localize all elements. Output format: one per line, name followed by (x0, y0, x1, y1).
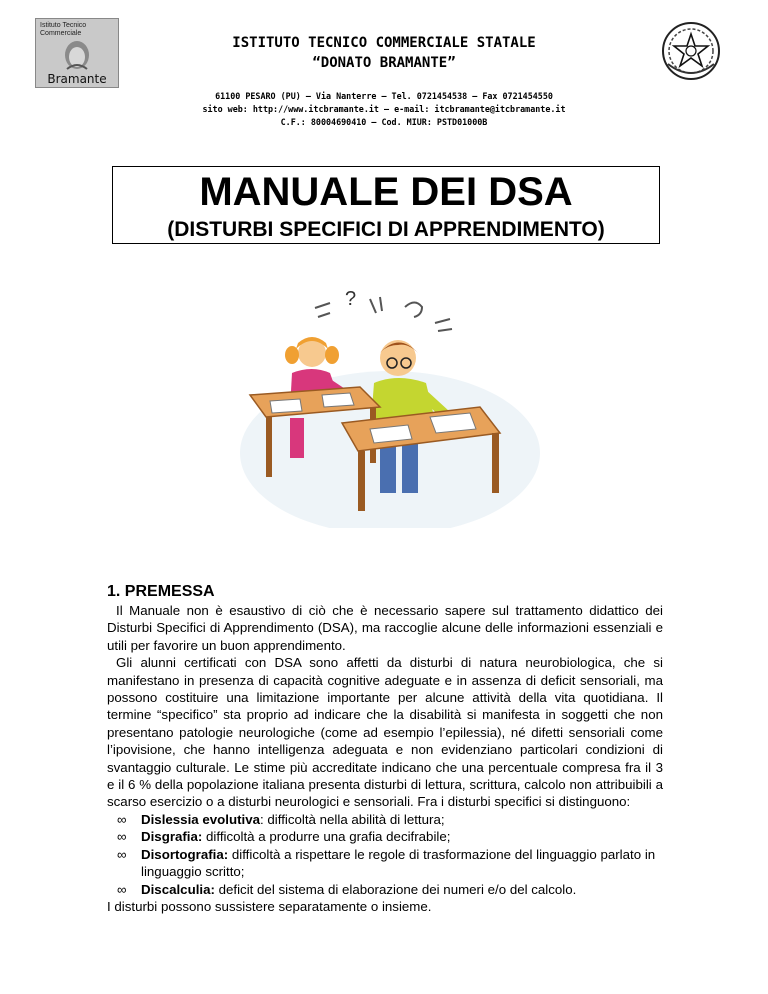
logo-name: Bramante (47, 72, 107, 86)
contact-line: sito web: http://www.itcbramante.it – e-mail: itcbramante@itcbramante.it (202, 104, 566, 114)
codes-line: C.F.: 80004690410 – Cod. MIUR: PSTD01000B (280, 117, 488, 127)
paragraph-closing: I disturbi possono sussistere separatamente o insieme. (107, 898, 432, 914)
infinity-bullet-icon: ∞ (117, 881, 127, 897)
document-title: MANUALE DEI DSA (199, 170, 573, 214)
section-body (107, 602, 663, 915)
list-item-desc: difficoltà a rispettare le regole di trasformazione del linguaggio parlato in linguaggio scritto; (141, 846, 656, 880)
list-item (107, 846, 663, 881)
list-item-desc: deficit del sistema di elaborazione dei numeri e/o del calcolo. (214, 881, 577, 897)
list-item-term: Disgrafia: (141, 829, 203, 845)
paragraph-intro: Il Manuale non è esaustivo di ciò che è necessario sapere sul trattamento didattico dei Disturbi Specifici di Apprendimento (DSA), ma raccoglie alcune delle informazioni essenziali e utili per favorire un buon apprendimento. (107, 603, 663, 653)
students-at-desks-illustration (230, 283, 550, 528)
list-item-term: Discalculia: (141, 881, 215, 897)
list-item (107, 881, 663, 898)
list-item-desc: difficoltà a produrre una grafia decifrabile; (202, 829, 451, 845)
infinity-bullet-icon: ∞ (117, 846, 127, 862)
title-box (112, 166, 660, 244)
school-name-line2: “DONATO BRAMANTE” (312, 55, 456, 71)
paragraph-definition: Gli alunni certificati con DSA sono affetti da disturbi di natura neurobiologica, che si manifestano in presenza di capacità cognitive adeguate e in assenza di deficit sensoriali, ma possono costituire una limitazione importante per alcune attività della vita quotidiana. Il termine “specifico” sta proprio ad indicare che la disabilità si manifesta in soggetti che non presentano patologie neurologiche (come ad esempio l’epilessia), né difetti sensoriali come l’ipovisione, che hanno intelligenza adeguata e non evidenziano particolari condizioni di svantaggio culturale. Le stime più accreditate indicano che una percentuale compresa fra il 3 e il 6 % della popolazione italiana presenta disturbi di lettura, scrittura, calcolo non attribuibili a scarso esercizio o a disturbi neurologici e sensoriali. Fra i disturbi specifici si distinguono: (107, 655, 663, 810)
document-subtitle: (DISTURBI SPECIFICI DI APPRENDIMENTO) (167, 218, 605, 241)
list-item (107, 811, 663, 828)
school-name-line1: ISTITUTO TECNICO COMMERCIALE STATALE (232, 35, 536, 51)
italian-republic-emblem-icon (660, 20, 722, 82)
section-heading: 1. PREMESSA (107, 583, 215, 600)
school-logo (35, 18, 119, 88)
list-item (107, 828, 663, 845)
logo-label: Istituto Tecnico Commerciale (40, 22, 87, 37)
disorder-list (107, 811, 663, 898)
address-line: 61100 PESARO (PU) – Via Nanterre – Tel. 0721454538 – Fax 0721454550 (215, 91, 553, 101)
list-item-term: Dislessia evolutiva (141, 811, 260, 827)
infinity-bullet-icon: ∞ (117, 829, 127, 845)
list-item-desc: : difficoltà nella abilità di lettura; (260, 811, 445, 827)
svg-text:?: ? (345, 288, 357, 310)
list-item-term: Disortografia: (141, 846, 229, 862)
infinity-bullet-icon: ∞ (117, 811, 127, 827)
